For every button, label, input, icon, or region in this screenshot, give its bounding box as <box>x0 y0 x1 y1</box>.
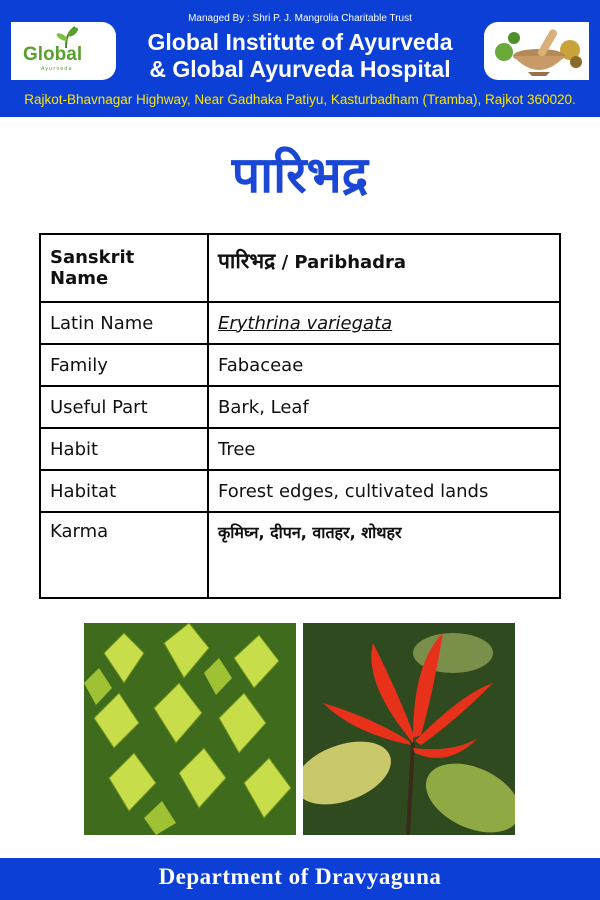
flower-image <box>303 623 515 835</box>
latin-name-label: Latin Name <box>40 302 208 344</box>
leaves-image <box>84 623 296 835</box>
family-label: Family <box>40 344 208 386</box>
table-row <box>40 234 560 302</box>
sanskrit-name-latin: / Paribhadra <box>275 252 407 273</box>
useful-part-label: Useful Part <box>40 386 208 428</box>
plant-info-table <box>39 233 561 599</box>
address-text: Rajkot-Bhavnagar Highway, Near Gadhaka Patiyu, Kasturbadham (Tramba), Rajkot 360020. <box>24 92 576 107</box>
karma-value: कृमिघ्न, दीपन, वातहर, शोथहर <box>208 512 560 598</box>
sanskrit-name-devanagari: पारिभद्र <box>218 249 276 273</box>
title-line-2: & Global Ayurveda Hospital <box>149 56 451 82</box>
habitat-label: Habitat <box>40 470 208 512</box>
useful-part-value: Bark, Leaf <box>208 386 560 428</box>
department-name: Department of Dravyaguna <box>158 864 442 889</box>
sanskrit-name-label: Sanskrit Name <box>40 234 208 302</box>
table-row <box>40 302 560 344</box>
leaves-photo <box>84 623 296 835</box>
mortar-badge <box>484 22 589 80</box>
table-row <box>40 512 560 598</box>
latin-name-text: Erythrina variegata <box>218 312 393 334</box>
title-line-1: Global Institute of Ayurveda <box>147 29 453 55</box>
table-row <box>40 344 560 386</box>
logo-subtext: Ayurveda <box>41 66 73 72</box>
plant-title: पारिभद्र <box>231 146 369 204</box>
karma-label: Karma <box>40 512 208 598</box>
flower-photo <box>303 623 515 835</box>
table-row <box>40 386 560 428</box>
header-banner <box>0 0 600 117</box>
latin-name-value <box>208 302 560 344</box>
footer-banner <box>0 858 600 900</box>
habit-label: Habit <box>40 428 208 470</box>
institute-title <box>118 29 482 83</box>
habitat-value: Forest edges, cultivated lands <box>208 470 560 512</box>
logo-badge <box>11 22 116 80</box>
table-row <box>40 428 560 470</box>
sanskrit-name-value <box>208 234 560 302</box>
table-row <box>40 470 560 512</box>
managed-by-text: Managed By : Shri P. J. Mangrolia Charitable Trust <box>188 13 412 24</box>
habit-value: Tree <box>208 428 560 470</box>
mortar-pestle-icon <box>484 22 589 80</box>
family-value: Fabaceae <box>208 344 560 386</box>
logo-text: Global <box>23 44 83 65</box>
